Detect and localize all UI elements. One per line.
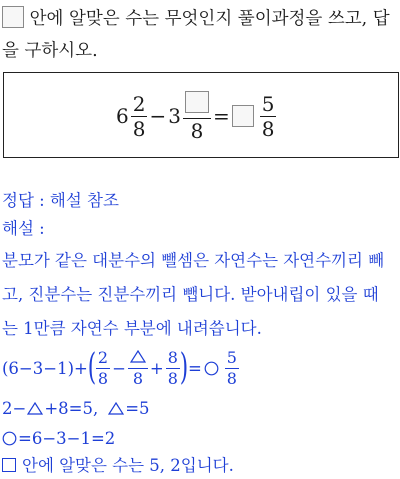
whole-2: 3 (168, 104, 181, 128)
final-answer: 안에 알맞은 수는 5, 2입니다. (2, 455, 234, 477)
solution-equation-3: =6−3−1=2 (2, 426, 115, 450)
explanation-para-2: 고, 진분수는 진분수끼리 뺍니다. 받아내립이 있을 때 (2, 285, 379, 304)
triangle-icon (27, 402, 43, 415)
question-text-1: 안에 알맞은 수는 무엇인지 풀이과정을 쓰고, 답 (29, 9, 390, 29)
triangle-icon (108, 402, 124, 415)
circle-icon (2, 431, 17, 446)
explanation-para-3: 는 1만큼 자연수 부분에 내려씁니다. (2, 319, 262, 338)
triangle-icon (130, 350, 146, 363)
blank-whole-box (232, 105, 254, 127)
question-text-2: 을 구하시오. (2, 41, 98, 61)
solution-equation-1: (6−3−1)+ ( $\frac{2}{8}$ − 8 + $\frac{8}{8}$ ) = $\frac{5}{8}$ (2, 347, 237, 388)
fraction-3: $\frac{5}{8}$ (261, 91, 275, 141)
answer-label: 정답 : 해설 참조 (2, 191, 119, 210)
explanation-label: 해설 : (2, 219, 45, 238)
blank-numerator-box (185, 91, 209, 113)
solution-equation-2: 2− +8=5, =5 (2, 398, 150, 418)
blank-square-icon (2, 458, 16, 472)
circle-icon (204, 361, 219, 376)
explanation-para-1: 분모가 같은 대분수의 뺄셈은 자연수는 자연수끼리 빼 (2, 251, 385, 270)
question-line-1 (2, 6, 390, 31)
problem-box (3, 72, 399, 158)
fraction-2: 8 (183, 91, 211, 141)
fraction-1: $\frac{2}{8}$ (132, 91, 146, 141)
whole-1: 6 (116, 104, 129, 128)
problem-equation (116, 91, 276, 141)
blank-square-icon (2, 6, 24, 28)
question-line-2 (2, 39, 98, 63)
minus-sign: − (149, 104, 167, 128)
equals-sign: = (212, 104, 230, 128)
